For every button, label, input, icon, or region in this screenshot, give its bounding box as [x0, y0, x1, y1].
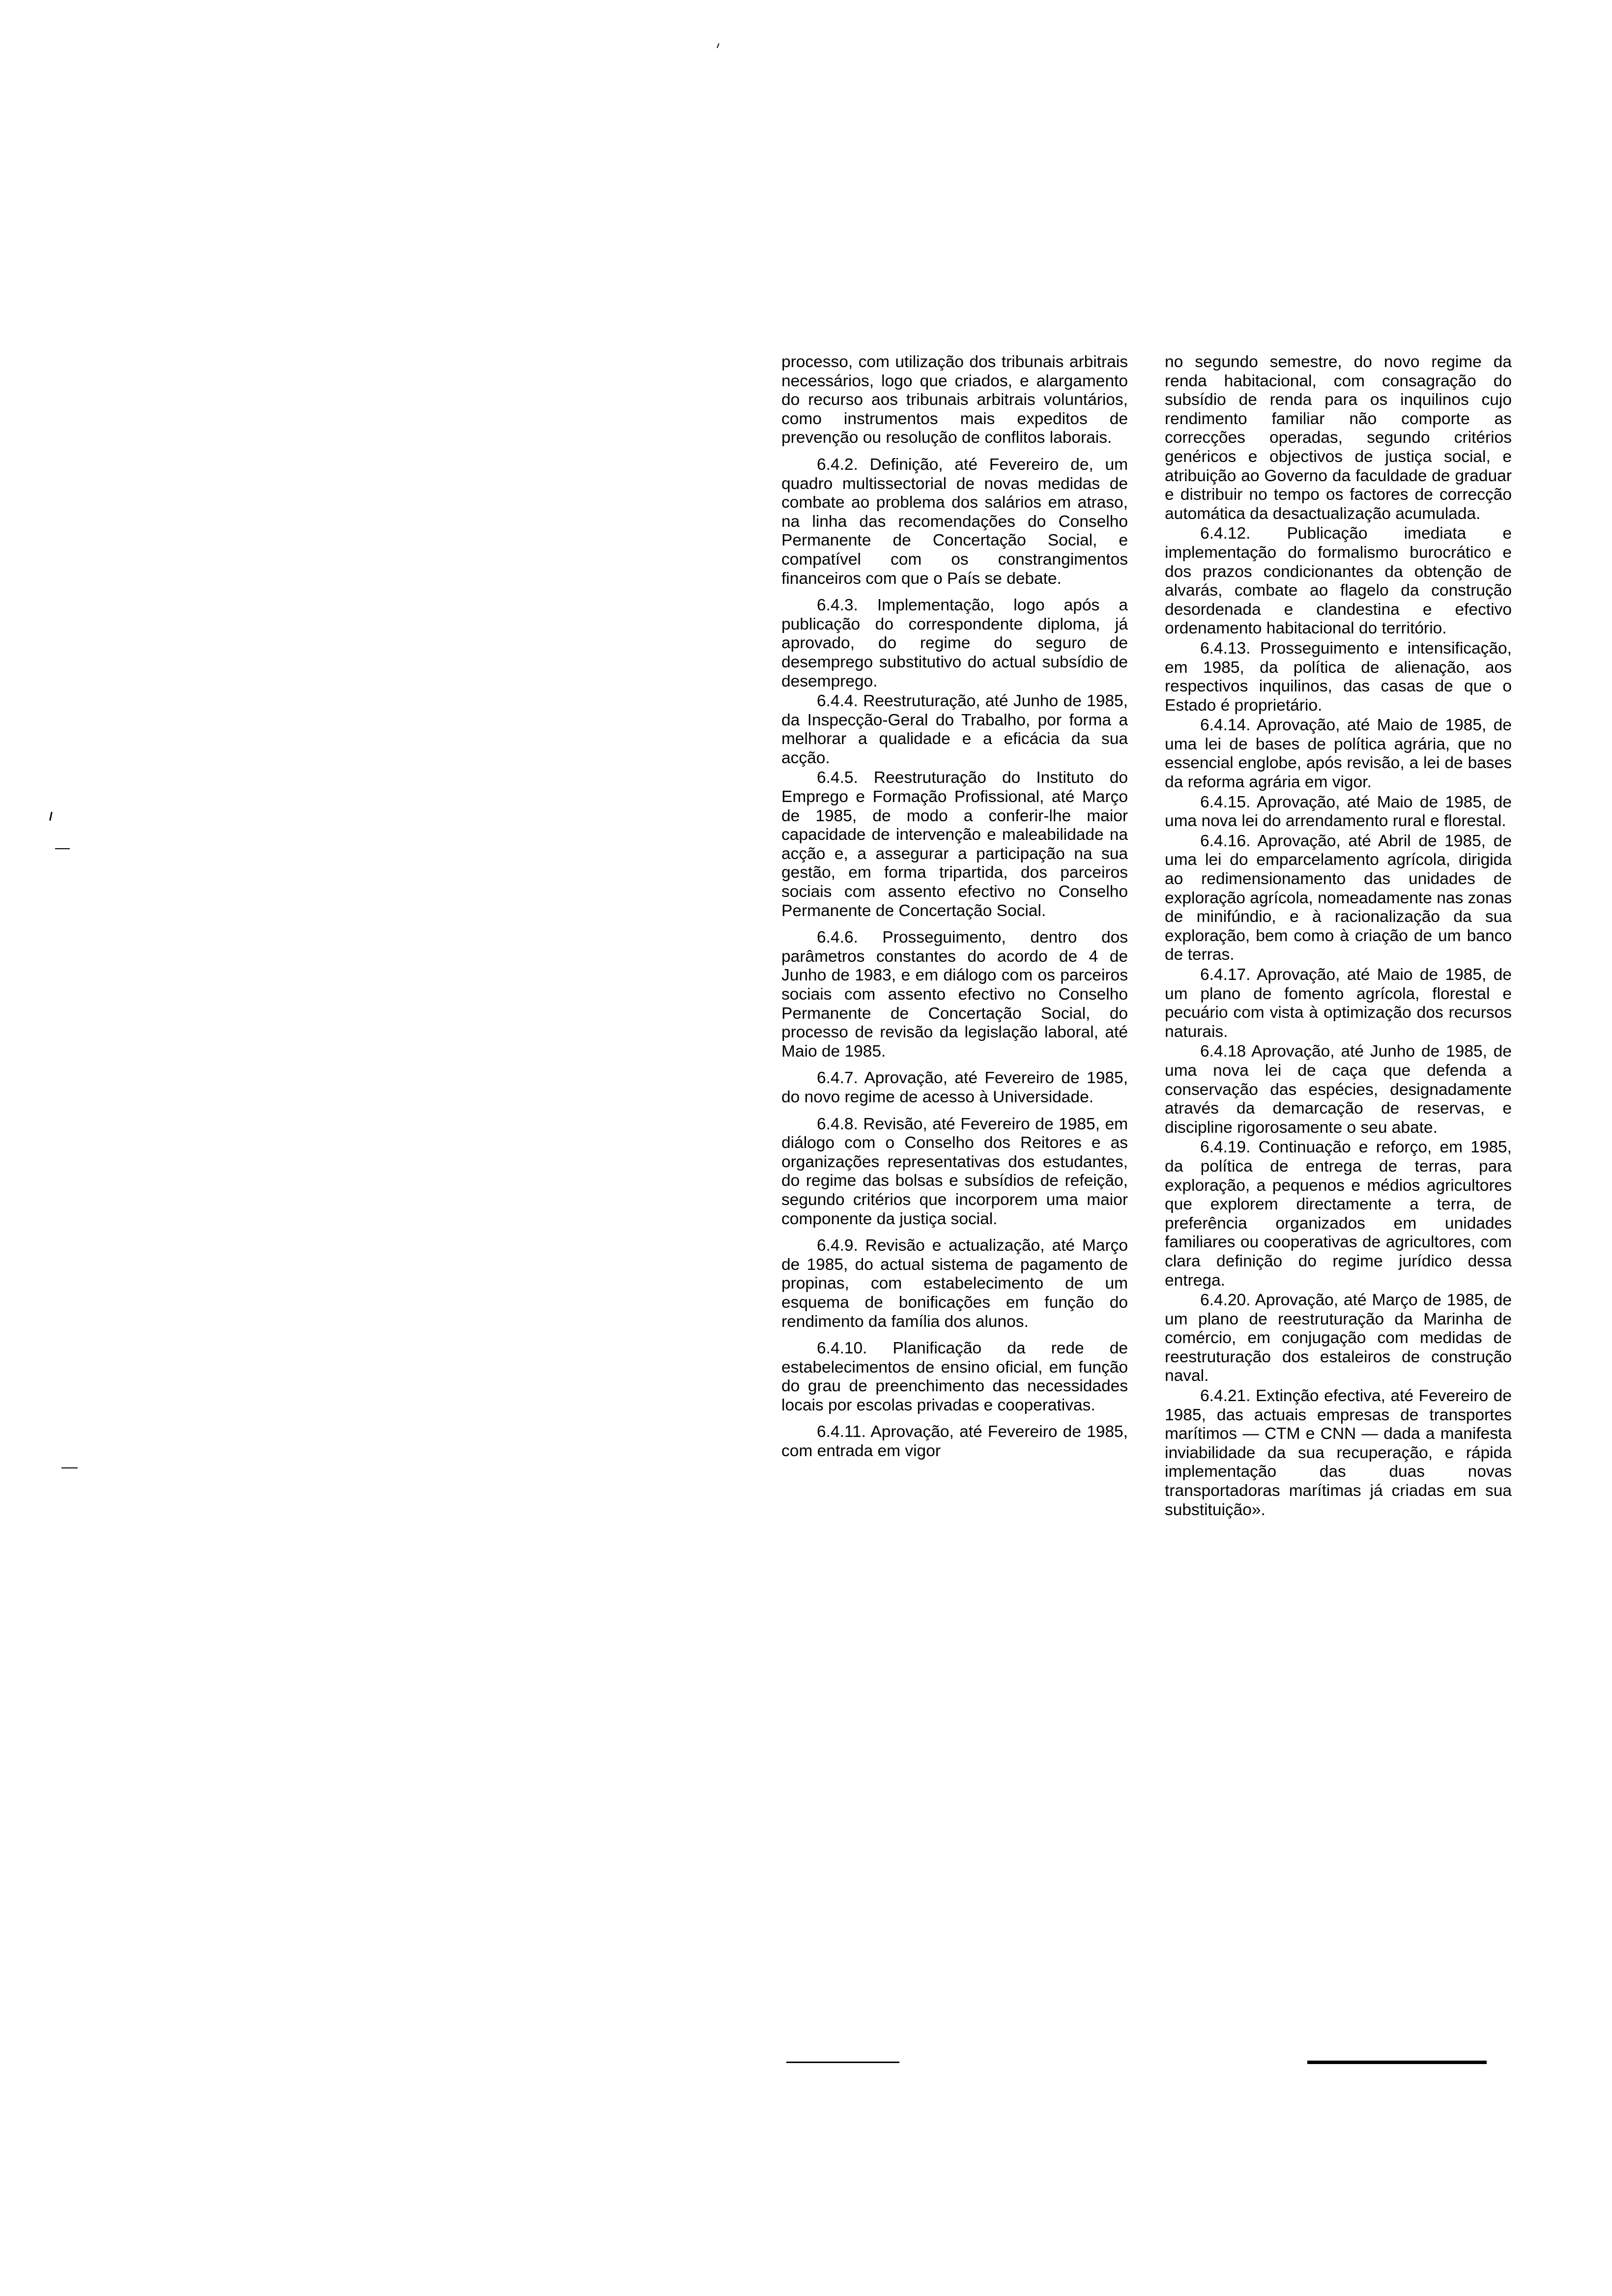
paragraph-6-4-18: 6.4.18 Aprovação, até Junho de 1985, de uma nova lei de caça que defenda a conservação das espécies, designadamente através da demarcação de reservas, e discipline rigorosamente o seu abate.	[1165, 1042, 1512, 1137]
paragraph-6-4-13: 6.4.13. Prosseguimento e intensificação, em 1985, da política de alienação, aos respectivos inquilinos, das casas de que o Estado é proprietário.	[1165, 639, 1512, 715]
right-text-column	[1165, 353, 1512, 1521]
paragraph-6-4-21: 6.4.21. Extinção efectiva, até Fevereiro de 1985, das actuais empresas de transportes marítimos — CTM e CNN — dada a manifesta inviabilidade da sua recuperação, e rápida implementação das duas novas transportadoras marítimas já criadas em sua substituição».	[1165, 1387, 1512, 1519]
paragraph-6-4-17: 6.4.17. Aprovação, até Maio de 1985, de um plano de fomento agrícola, florestal e pecuário com vista à optimização dos recursos naturais.	[1165, 966, 1512, 1041]
paragraph-continuation: processo, com utilização dos tribunais arbitrais necessários, logo que criados, e alargamento do recurso aos tribunais arbitrais voluntários, como instrumentos mais expeditos de prevenção ou resolução de conflitos laborais.	[781, 353, 1128, 447]
paragraph-6-4-4: 6.4.4. Reestruturação, até Junho de 1985, da Inspecção-Geral do Trabalho, por forma a melhorar a qualidade e a eficácia da sua acção.	[781, 692, 1128, 767]
paragraph-6-4-20: 6.4.20. Aprovação, até Março de 1985, de um plano de reestruturação da Marinha de comércio, em conjugação com medidas de reestruturação dos estaleiros de construção naval.	[1165, 1291, 1512, 1385]
paragraph-6-4-7: 6.4.7. Aprovação, até Fevereiro de 1985, do novo regime de acesso à Universidade.	[781, 1069, 1128, 1106]
column-end-rule	[786, 2062, 899, 2063]
paragraph-6-4-9: 6.4.9. Revisão e actualização, até Março de 1985, do actual sistema de pagamento de propinas, com estabelecimento de um esquema de bonificações em função do rendimento da família dos alunos.	[781, 1236, 1128, 1331]
paragraph-6-4-3: 6.4.3. Implementação, logo após a publicação do correspondente diploma, já aprovado, do regime do seguro de desemprego substitutivo do actual subsídio de desemprego.	[781, 596, 1128, 690]
paragraph-6-4-8: 6.4.8. Revisão, até Fevereiro de 1985, em diálogo com o Conselho dos Reitores e as organizações representativas dos estudantes, do regime das bolsas e subsídios de refeição, segundo critérios que incorporem uma maior componente da justiça social.	[781, 1115, 1128, 1228]
margin-dash	[55, 848, 70, 849]
paragraph-6-4-15: 6.4.15. Aprovação, até Maio de 1985, de uma nova lei do arrendamento rural e florestal.	[1165, 793, 1512, 831]
paragraph-6-4-16: 6.4.16. Aprovação, até Abril de 1985, de uma lei do emparcelamento agrícola, dirigida ao redimensionamento das unidades de exploração agrícola, nomeadamente nas zonas de minifúndio, e à racionalização da sua exploração, bem como à criação de um banco de terras.	[1165, 832, 1512, 964]
paragraph-6-4-6: 6.4.6. Prosseguimento, dentro dos parâmetros constantes do acordo de 4 de Junho de 1983, e em diálogo com os parceiros sociais com assento efectivo no Conselho Permanente de Concertação Social, do processo de revisão da legislação laboral, até Maio de 1985.	[781, 928, 1128, 1061]
paragraph-6-4-5: 6.4.5. Reestruturação do Instituto do Emprego e Formação Profissional, até Março de 1985, de modo a conferir-lhe maior capacidade de intervenção e maleabilidade na acção e, a assegurar a participação na sua gestão, em forma tripartida, dos parceiros sociais com assento efectivo no Conselho Permanente de Concertação Social.	[781, 769, 1128, 920]
left-text-column	[781, 353, 1128, 1462]
scan-speck	[717, 43, 719, 48]
margin-dash	[61, 1467, 78, 1468]
paragraph-6-4-10: 6.4.10. Planificação da rede de estabelecimentos de ensino oficial, em função do grau de preenchimento das necessidades locais por escolas privadas e cooperativas.	[781, 1339, 1128, 1414]
column-end-rule	[1307, 2061, 1487, 2064]
paragraph-6-4-12: 6.4.12. Publicação imediata e implementação do formalismo burocrático e dos prazos condicionantes da obtenção de alvarás, combate ao flagelo da construção desordenada e clandestina e efectivo ordenamento habitacional do território.	[1165, 524, 1512, 638]
paragraph-6-4-11: 6.4.11. Aprovação, até Fevereiro de 1985, com entrada em vigor	[781, 1423, 1128, 1461]
paragraph-6-4-2: 6.4.2. Definição, até Fevereiro de, um quadro multissectorial de novas medidas de combate ao problema dos salários em atraso, na linha das recomendações do Conselho Permanente de Concertação Social, e compatível com os constrangimentos financeiros com que o País se debate.	[781, 455, 1128, 588]
margin-mark	[49, 812, 53, 821]
paragraph-6-4-19: 6.4.19. Continuação e reforço, em 1985, da política de entrega de terras, para exploração, a pequenos e médios agricultores que explorem directamente a terra, de preferência organizados em unidades familiares ou cooperativas de agricultores, com clara definição do regime jurídico dessa entrega.	[1165, 1138, 1512, 1290]
paragraph-continuation: no segundo semestre, do novo regime da renda habitacional, com consagração do subsídio de renda para os inquilinos cujo rendimento familiar não comporte as correcções operadas, segundo critérios genéricos e objectivos de justiça social, e atribuição ao Governo da faculdade de graduar e distribuir no tempo os factores de correcção automática da desactualização acumulada.	[1165, 353, 1512, 523]
paragraph-6-4-14: 6.4.14. Aprovação, até Maio de 1985, de uma lei de bases de política agrária, que no essencial englobe, após revisão, a lei de bases da reforma agrária em vigor.	[1165, 716, 1512, 792]
